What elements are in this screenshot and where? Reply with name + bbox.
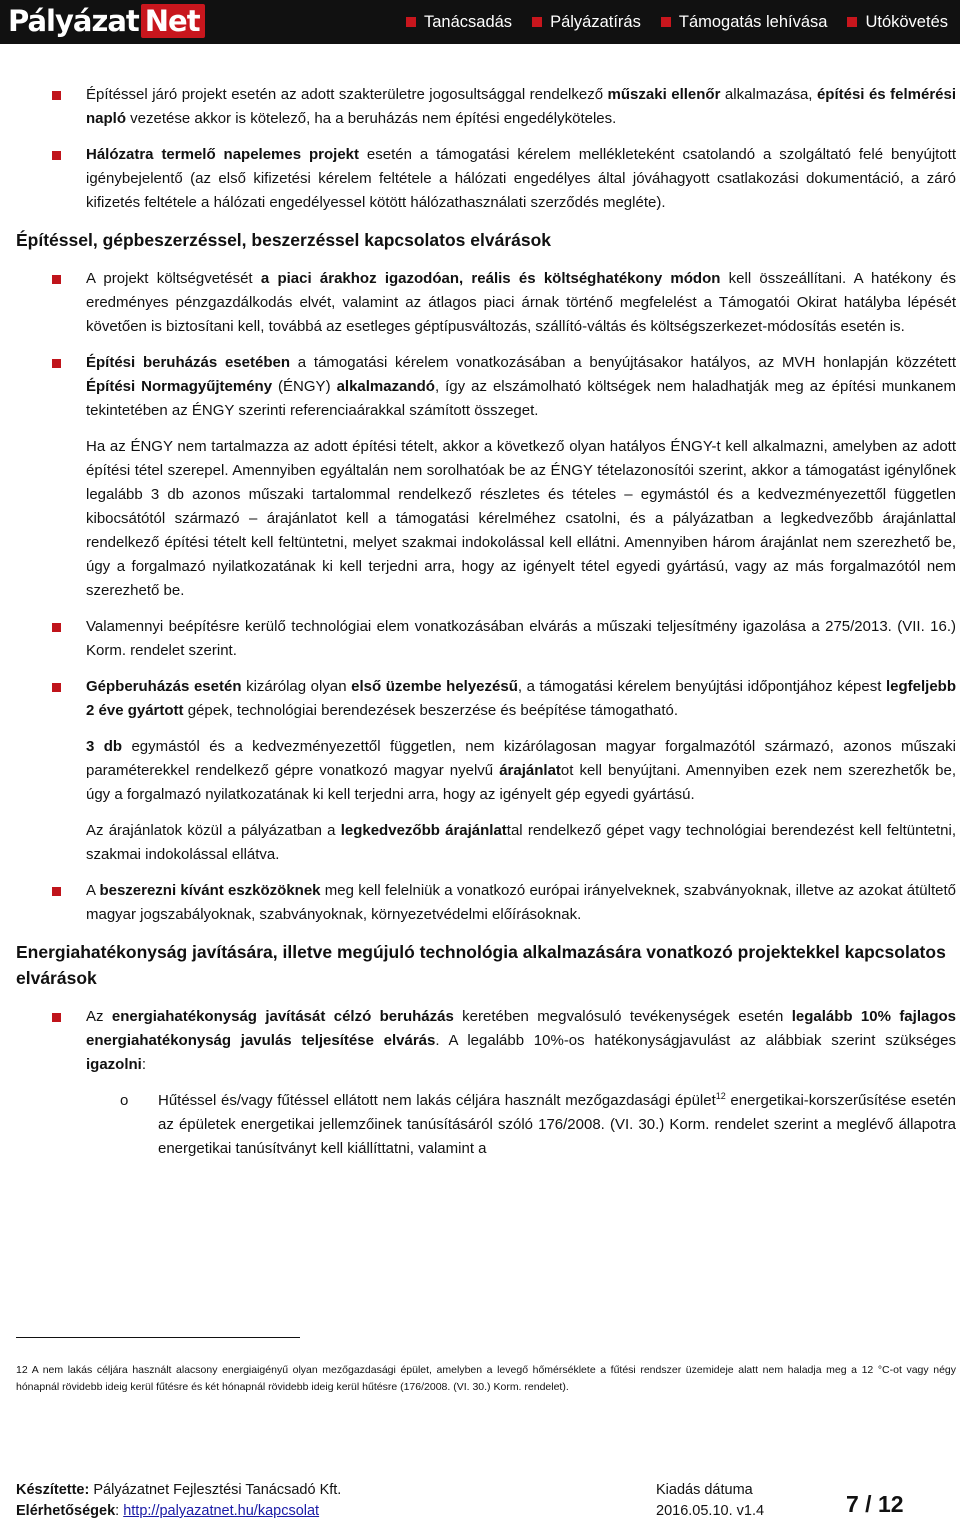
footnote-text: A nem lakás céljára használt alacsony energiaigényű olyan mezőgazdasági épület, amelyben a levegő hőmérséklete a fűtési rendszer üzemideje alatt nem haladja meg a 12 °C-ot vagy négy hónapnál rövidebb ideig kerül fűtésre és két hónapnál rövidebb ideig kerül hűtésre (176/2008. (VI. 30.) Korm. rendelet). xyxy=(16,1364,956,1393)
nav-bullet-icon xyxy=(847,17,857,27)
nav-bullet-icon xyxy=(406,17,416,27)
nav-item-utokovetes[interactable] xyxy=(847,13,948,32)
page-footer xyxy=(0,1474,960,1526)
square-bullet-icon xyxy=(52,683,61,692)
main-nav xyxy=(386,0,948,44)
page-number: 7 / 12 xyxy=(846,1491,904,1517)
footer-author: Készítette: Pályázatnet Fejlesztési Tanácsadó Kft. Elérhetőségek: http://palyazatnet.hu/kapcsolat xyxy=(16,1482,342,1519)
nav-label: Utókövetés xyxy=(865,12,948,31)
square-bullet-icon xyxy=(52,151,61,160)
list-item-muszaki-ellenor: Építéssel járó projekt esetén az adott szakterületre jogosultsággal rendelkező műszaki ellenőr alkalmazása, építési és felmérési napló vezetése akkor is kötelező, ha a beruházás nem építési engedélyköteles. xyxy=(16,83,956,131)
section-heading: Építéssel, gépbeszerzéssel, beszerzéssel kapcsolatos elvárások xyxy=(16,230,552,250)
section-heading: Energiahatékonyság javítására, illetve megújuló technológia alkalmazására vonatkozó projektekkel kapcsolatos elvárások xyxy=(16,942,946,988)
list-item-technologiai-elem: Valamennyi beépítésre kerülő technológiai elem vonatkozásában elvárás a műszaki teljesítmény igazolása a 275/2013. (VII. 16.) Korm. rendelet szerint. xyxy=(16,615,956,663)
site-logo[interactable] xyxy=(8,3,205,39)
footnote-number: 12 xyxy=(16,1364,28,1376)
nav-label: Pályázatírás xyxy=(550,12,641,31)
nav-item-palyazatiras[interactable] xyxy=(532,13,641,32)
nav-item-tamogatas-lehivasa[interactable] xyxy=(661,13,828,32)
list-item-energiahatekonysag: Az energiahatékonyság javítását célzó beruházás keretében megvalósuló tevékenységek esetén legalább 10% fajlagos energiahatékonyság javulás teljesítése elvárás. A legalább 10%-os hatékonyságjavulást az alábbiak szerint szükséges igazolni: xyxy=(16,1005,956,1077)
square-bullet-icon xyxy=(52,1013,61,1022)
square-bullet-icon xyxy=(52,275,61,284)
list-item-gepberuhazas: Gépberuházás esetén kizárólag olyan első üzembe helyezésű, a támogatási kérelem benyújtási időpontjához képest legfeljebb 2 éve gyártott gépek, technológiai berendezések beszerzése és beépítése támogatható. xyxy=(16,675,956,723)
release-date-label: Kiadás dátuma xyxy=(656,1482,753,1498)
list-item-epitesi-beruhazas: Építési beruházás esetében a támogatási kérelem vonatkozásában a benyújtásakor hatályos, az MVH honlapján közzétett Építési Normagyűjtemény (ÉNGY) alkalmazandó, így az elszámolható költségek nem haladhatják meg az építési munkanem tekintetében az ÉNGY szerinti referenciaárakkal számított összeget. xyxy=(16,351,956,423)
logo-text-part2: Net xyxy=(141,4,205,38)
nav-bullet-icon xyxy=(661,17,671,27)
nav-item-tanacsadas[interactable] xyxy=(406,13,512,32)
circle-bullet-icon: o xyxy=(120,1092,129,1109)
logo-text-part1: Pályázat xyxy=(8,4,139,38)
footnote-divider xyxy=(16,1337,300,1338)
nav-label: Támogatás lehívása xyxy=(678,12,828,31)
list-item-eszkozok: A beszerezni kívánt eszközöknek meg kell felelniük a vonatkozó európai irányelveknek, szabványoknak, illetve az azokat átültető magyar jogszabályoknak, szabványoknak, környezetvédelmi előírásoknak. xyxy=(16,879,956,927)
footer-release xyxy=(656,1480,764,1522)
paragraph-engy: Ha az ÉNGY nem tartalmazza az adott építési tételt, akkor a következő olyan hatályos ÉNGY-t kell alkalmazni, amelyben az adott építési tétel szerepel. Amennyiben egyáltalán nem sorolhatóak be az ÉNGY tételazonosítói szerint, akkor a támogatást igénylőnek legalább 3 db azonos műszaki tartalommal rendelkező részletes és tételes – egymástól és a kedvezményezettől független kibocsátótól származó – árajánlatot kell a támogatási kérelméhez csatolni, és a pályázatban a legkedvezőbb árajánlattal rendelkező építési tételt kell feltüntetni, melyet szakmai indokolással kell ellátni. Amennyiben három árajánlat nem szerezhető be, úgy a forgalmazó nyilatkozatának ki kell terjedni arra, hogy az igényelt tétel egyedi gyártású, vagy az más forgalmazótól nem szerezhető be. xyxy=(86,438,956,599)
list-item-koltsegvetes: A projekt költségvetését a piaci árakhoz igazodóan, reális és költséghatékony módon kell összeállítani. A hatékony és eredményes pénzgazdálkodás elvét, valamint az átlagos piaci árnak történő megfelelést a Támogatói Okirat hatályba lépését követően is biztosítani kell, továbbá az esetleges géptípusváltozás, szállító-váltás és költségszerkezet-módosítás esetén is. xyxy=(16,267,956,339)
square-bullet-icon xyxy=(52,623,61,632)
square-bullet-icon xyxy=(52,359,61,368)
square-bullet-icon xyxy=(52,887,61,896)
site-header xyxy=(0,0,960,44)
sub-list-item: o Hűtéssel és/vagy fűtéssel ellátott nem lakás céljára használt mezőgazdasági épület$^{12}$ energetikai-korszerűsítése esetén az épületek energetikai jellemzőinek tanúsításáról szóló 176/2008. (VI. 30.) Korm. rendelet szerint a meglévő állapotra energetikai tanúsítványt kell kiállíttatni, valamint a xyxy=(120,1091,956,1157)
footnote xyxy=(16,1362,956,1396)
document-body xyxy=(16,83,956,1161)
release-date-value: 2016.05.10. v1.4 xyxy=(656,1503,765,1519)
square-bullet-icon xyxy=(52,91,61,100)
contact-link[interactable]: http://palyazatnet.hu/kapcsolat xyxy=(123,1503,320,1519)
paragraph-legkedvezobb: Az árajánlatok közül a pályázatban a legkedvezőbb árajánlattal rendelkező gépet vagy technológiai berendezést kell feltüntetni, szakmai indokolással ellátva. xyxy=(86,822,956,863)
nav-bullet-icon xyxy=(532,17,542,27)
nav-label: Tanácsadás xyxy=(424,12,513,31)
footnote-ref[interactable]: 12 xyxy=(715,1091,726,1101)
paragraph-arajanlat: 3 db egymástól és a kedvezményezettől független, nem kizárólagosan magyar forgalmazótól származó, azonos műszaki paraméterekkel rendelkező gépre vonatkozó magyar nyelvű árajánlatot kell benyújtani. Amennyiben ezek nem szerezhetők be, úgy a forgalmazó nyilatkozatának ki kell terjedni arra, hogy az igényelt gép egyedi gyártású. xyxy=(86,738,956,803)
list-item-napelemes-projekt: Hálózatra termelő napelemes projekt esetén a támogatási kérelem mellékleteként csatolandó a szolgáltató felé benyújtott igénybejelentő (az első kifizetési kérelem feltétele a hálózati engedélyes által jóváhagyott csatlakozási dokumentáció, a záró kifizetés feltétele a hálózati engedélyessel kötött hálózathasználati szerződés megléte). xyxy=(16,143,956,215)
